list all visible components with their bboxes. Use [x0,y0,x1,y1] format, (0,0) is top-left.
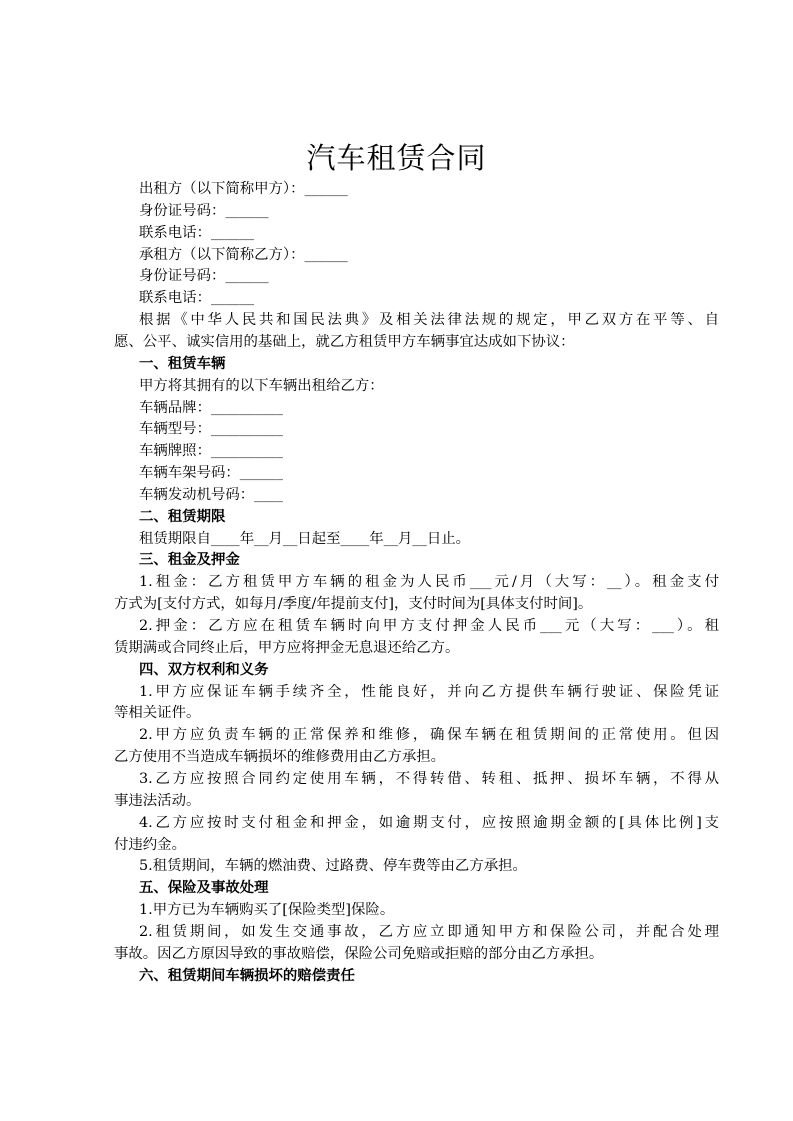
section-heading: 一、租赁车辆 [139,354,226,372]
text-line: 车辆品牌：__________ [139,399,283,416]
text-line: 赁期满或合同终止后，甲方应将押金无息退还给乙方。 [114,639,460,656]
text-line: 事故。因乙方原因导致的事故赔偿，保险公司免赔或拒赔的部分由乙方承担。 [114,945,604,962]
text-line: 乙方使用不当造成车辆损坏的维修费用由乙方承担。 [114,749,445,766]
text-line: 愿、公平、诚实信用的基础上，就乙方租赁甲方车辆事宜达成如下协议： [114,333,575,350]
section-heading: 六、租赁期间车辆损坏的赔偿责任 [139,966,355,984]
text-line: 身份证号码：______ [139,268,269,285]
text-line: 3.乙方应按照合同约定使用车辆，不得转借、转租、抵押、损坏车辆，不得从 [139,770,719,787]
text-line: 出租方（以下简称甲方）：______ [139,181,348,197]
text-line: 等相关证件。 [114,705,201,722]
text-line: 5.租赁期间，车辆的燃油费、过路费、停车费等由乙方承担。 [139,858,527,875]
section-heading: 四、双方权利和义务 [139,660,269,678]
text-line: 联系电话：______ [139,290,255,307]
section-heading: 五、保险及事故处理 [139,879,269,897]
text-line: 2.押金：乙方应在租赁车辆时向甲方支付押金人民币___元（大写：___）。租 [139,618,719,634]
text-line: 车辆型号：__________ [139,421,283,438]
section-heading: 三、租金及押金 [139,551,240,569]
text-line: 2.租赁期间，如发生交通事故，乙方应立即通知甲方和保险公司，并配合处理 [139,923,719,940]
text-line: 方式为[支付方式，如每月/季度/年提前支付]，支付时间为[具体支付时间]。 [114,596,593,613]
text-line: 1.甲方已为车辆购买了[保险类型]保险。 [139,902,395,919]
text-line: 车辆车架号码：______ [139,465,283,482]
text-line: 承租方（以下简称乙方）：______ [139,246,348,263]
text-line: 1.租金：乙方租赁甲方车辆的租金为人民币___元/月（大写：__）。租金支付 [139,574,719,591]
section-heading: 二、租赁期限 [139,507,226,525]
text-line: 4.乙方应按时支付租金和押金，如逾期支付，应按照逾期金额的[具体比例]支 [139,814,719,831]
text-line: 甲方将其拥有的以下车辆出租给乙方： [139,377,384,394]
text-line: 车辆牌照：__________ [139,443,283,460]
text-line: 租赁期限自____年__月__日起至____年__月__日止。 [139,530,470,547]
text-line: 2.甲方应负责车辆的正常保养和维修，确保车辆在租赁期间的正常使用。但因 [139,727,719,744]
text-line: 身份证号码：______ [139,202,269,219]
text-line: 1.甲方应保证车辆手续齐全，性能良好，并向乙方提供车辆行驶证、保险凭证 [139,683,719,700]
document-title: 汽车租赁合同 [306,141,487,175]
text-line: 根据《中华人民共和国民法典》及相关法律法规的规定，甲乙双方在平等、自 [139,312,719,329]
text-line: 付违约金。 [114,836,186,853]
text-line: 事违法活动。 [114,792,201,809]
text-line: 车辆发动机号码：____ [139,486,283,503]
text-line: 联系电话：______ [139,224,255,241]
